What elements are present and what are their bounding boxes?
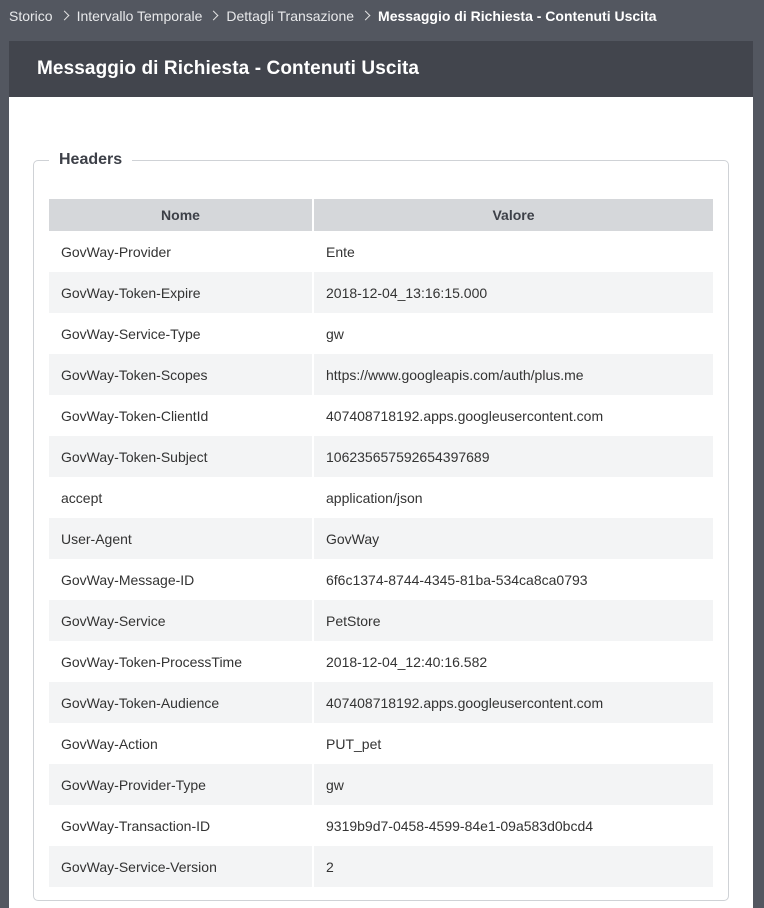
header-value-cell: 407408718192.apps.googleusercontent.com bbox=[326, 407, 604, 424]
table-row bbox=[49, 231, 713, 272]
header-value-cell: 106235657592654397689 bbox=[314, 436, 713, 477]
header-name-cell: GovWay-Provider-Type bbox=[49, 764, 314, 805]
column-header-nome: Nome bbox=[49, 199, 314, 231]
table-row bbox=[49, 846, 713, 887]
header-value-cell: 2018-12-04_13:16:15.000 bbox=[314, 272, 713, 313]
header-value-cell: 9319b9d7-0458-4599-84e1-09a583d0bcd4 bbox=[326, 817, 594, 834]
header-value-cell: gw bbox=[314, 764, 713, 805]
chevron-right-icon bbox=[354, 9, 378, 23]
header-name-cell: GovWay-Token-Expire bbox=[49, 272, 314, 313]
header-value-cell: GovWay bbox=[314, 518, 713, 559]
header-value-cell: PUT_pet bbox=[326, 735, 382, 752]
header-name-cell: GovWay-Token-ClientId bbox=[49, 395, 314, 436]
header-name-cell: GovWay-Token-ProcessTime bbox=[49, 641, 314, 682]
header-value-cell: 407408718192.apps.googleusercontent.com bbox=[314, 682, 713, 723]
table-header-row bbox=[49, 199, 713, 231]
table-row bbox=[49, 477, 713, 518]
page-title: Messaggio di Richiesta - Contenuti Uscita bbox=[37, 58, 420, 79]
table-row bbox=[49, 600, 713, 641]
breadcrumb-item-dettagli-transazione[interactable]: Dettagli Transazione bbox=[226, 8, 355, 24]
chevron-right-icon bbox=[202, 9, 226, 23]
table-row bbox=[49, 723, 713, 764]
column-header-valore: Valore bbox=[314, 199, 713, 231]
header-name-cell: GovWay-Transaction-ID bbox=[49, 805, 314, 846]
header-value-cell: PetStore bbox=[314, 600, 713, 641]
header-name-cell: GovWay-Token-Subject bbox=[49, 436, 314, 477]
header-name-cell: GovWay-Token-Audience bbox=[49, 682, 314, 723]
header-value-cell: 2018-12-04_12:40:16.582 bbox=[326, 653, 488, 670]
table-row bbox=[49, 641, 713, 682]
breadcrumb-item-intervallo-temporale[interactable]: Intervallo Temporale bbox=[76, 8, 203, 24]
table-row bbox=[49, 805, 713, 846]
header-name-cell: GovWay-Token-Scopes bbox=[49, 354, 314, 395]
table-row bbox=[49, 682, 713, 723]
table-row bbox=[49, 559, 713, 600]
table-row bbox=[49, 395, 713, 436]
header-value-cell: Ente bbox=[326, 243, 355, 260]
breadcrumb-current: Messaggio di Richiesta - Contenuti Uscita bbox=[378, 8, 657, 24]
table-row bbox=[49, 518, 713, 559]
headers-fieldset bbox=[33, 151, 729, 901]
header-value-cell: https://www.googleapis.com/auth/plus.me bbox=[314, 354, 713, 395]
header-name-cell: GovWay-Service bbox=[49, 600, 314, 641]
panel-header bbox=[9, 41, 753, 97]
header-value-cell: application/json bbox=[326, 489, 423, 506]
table-row bbox=[49, 354, 713, 395]
breadcrumb-item-storico[interactable]: Storico bbox=[9, 8, 53, 24]
header-name-cell: User-Agent bbox=[49, 518, 314, 559]
header-name-cell: GovWay-Service-Type bbox=[49, 313, 314, 354]
table-row bbox=[49, 272, 713, 313]
header-value-cell: 6f6c1374-8744-4345-81ba-534ca8ca0793 bbox=[326, 571, 588, 588]
headers-legend: Headers bbox=[59, 151, 123, 168]
breadcrumb bbox=[0, 0, 764, 32]
content-panel bbox=[9, 41, 753, 908]
header-name-cell: GovWay-Action bbox=[49, 723, 314, 764]
header-name-cell: GovWay-Message-ID bbox=[49, 559, 314, 600]
table-row bbox=[49, 313, 713, 354]
headers-table bbox=[49, 199, 713, 887]
header-name-cell: accept bbox=[49, 477, 314, 518]
table-row bbox=[49, 764, 713, 805]
header-name-cell: GovWay-Provider bbox=[49, 231, 314, 272]
header-value-cell: 2 bbox=[314, 846, 713, 887]
table-row bbox=[49, 436, 713, 477]
header-value-cell: gw bbox=[326, 325, 344, 342]
chevron-right-icon bbox=[53, 9, 77, 23]
header-name-cell: GovWay-Service-Version bbox=[49, 846, 314, 887]
